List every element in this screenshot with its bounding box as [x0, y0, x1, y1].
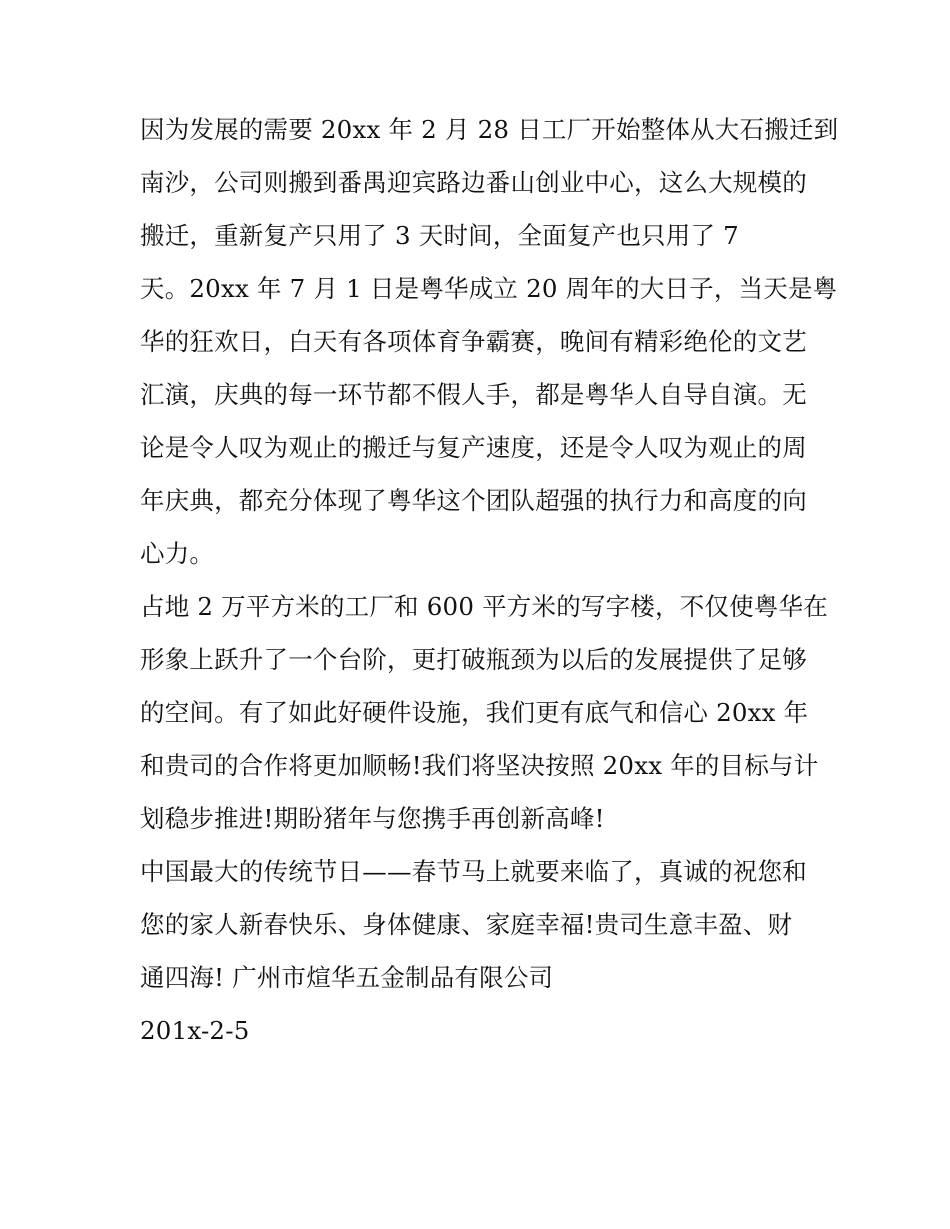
letter-body: [140, 108, 839, 1049]
text-line-6: 汇演，庆典的每一环节都不假人手，都是粤华人自导自演。无: [140, 380, 807, 409]
text-line-16: 您的家人新春快乐、身体健康、家庭幸福!贵司生意丰盈、财: [140, 910, 793, 939]
text-line-9: 心力。: [140, 539, 215, 568]
text-line-1: 因为发展的需要 20xx 年 2 月 28 日工厂开始整体从大石搬迁到: [140, 115, 839, 144]
text-line-14: 划稳步推进!期盼猪年与您携手再创新高峰!: [140, 804, 605, 833]
text-line-17: 通四海! 广州市煊华五金制品有限公司: [140, 963, 554, 992]
text-line-8: 年庆典，都充分体现了粤华这个团队超强的执行力和高度的向: [140, 486, 807, 515]
text-line-7: 论是令人叹为观止的搬迁与复产速度，还是令人叹为观止的周: [140, 433, 807, 462]
text-line-12: 的空间。有了如此好硬件设施，我们更有底气和信心 20xx 年: [140, 698, 809, 727]
text-line-5: 华的狂欢日，白天有各项体育争霸赛，晚间有精彩绝伦的文艺: [140, 327, 807, 356]
text-line-3: 搬迁，重新复产只用了 3 天时间，全面复产也只用了 7: [140, 221, 739, 250]
text-line-2: 南沙，公司则搬到番禺迎宾路边番山创业中心，这么大规模的: [140, 168, 807, 197]
text-line-11: 形象上跃升了一个台阶，更打破瓶颈为以后的发展提供了足够: [140, 645, 807, 674]
text-line-4: 天。20xx 年 7 月 1 日是粤华成立 20 周年的大日子，当天是粤: [140, 274, 838, 303]
text-line-15: 中国最大的传统节日——春节马上就要来临了，真诚的祝您和: [140, 857, 807, 886]
text-line-13: 和贵司的合作将更加顺畅!我们将坚决按照 20xx 年的目标与计: [140, 751, 819, 780]
text-line-10: 占地 2 万平方米的工厂和 600 平方米的写字楼，不仅使粤华在: [140, 592, 828, 621]
letter-date: 201x-2-5: [140, 1016, 250, 1045]
